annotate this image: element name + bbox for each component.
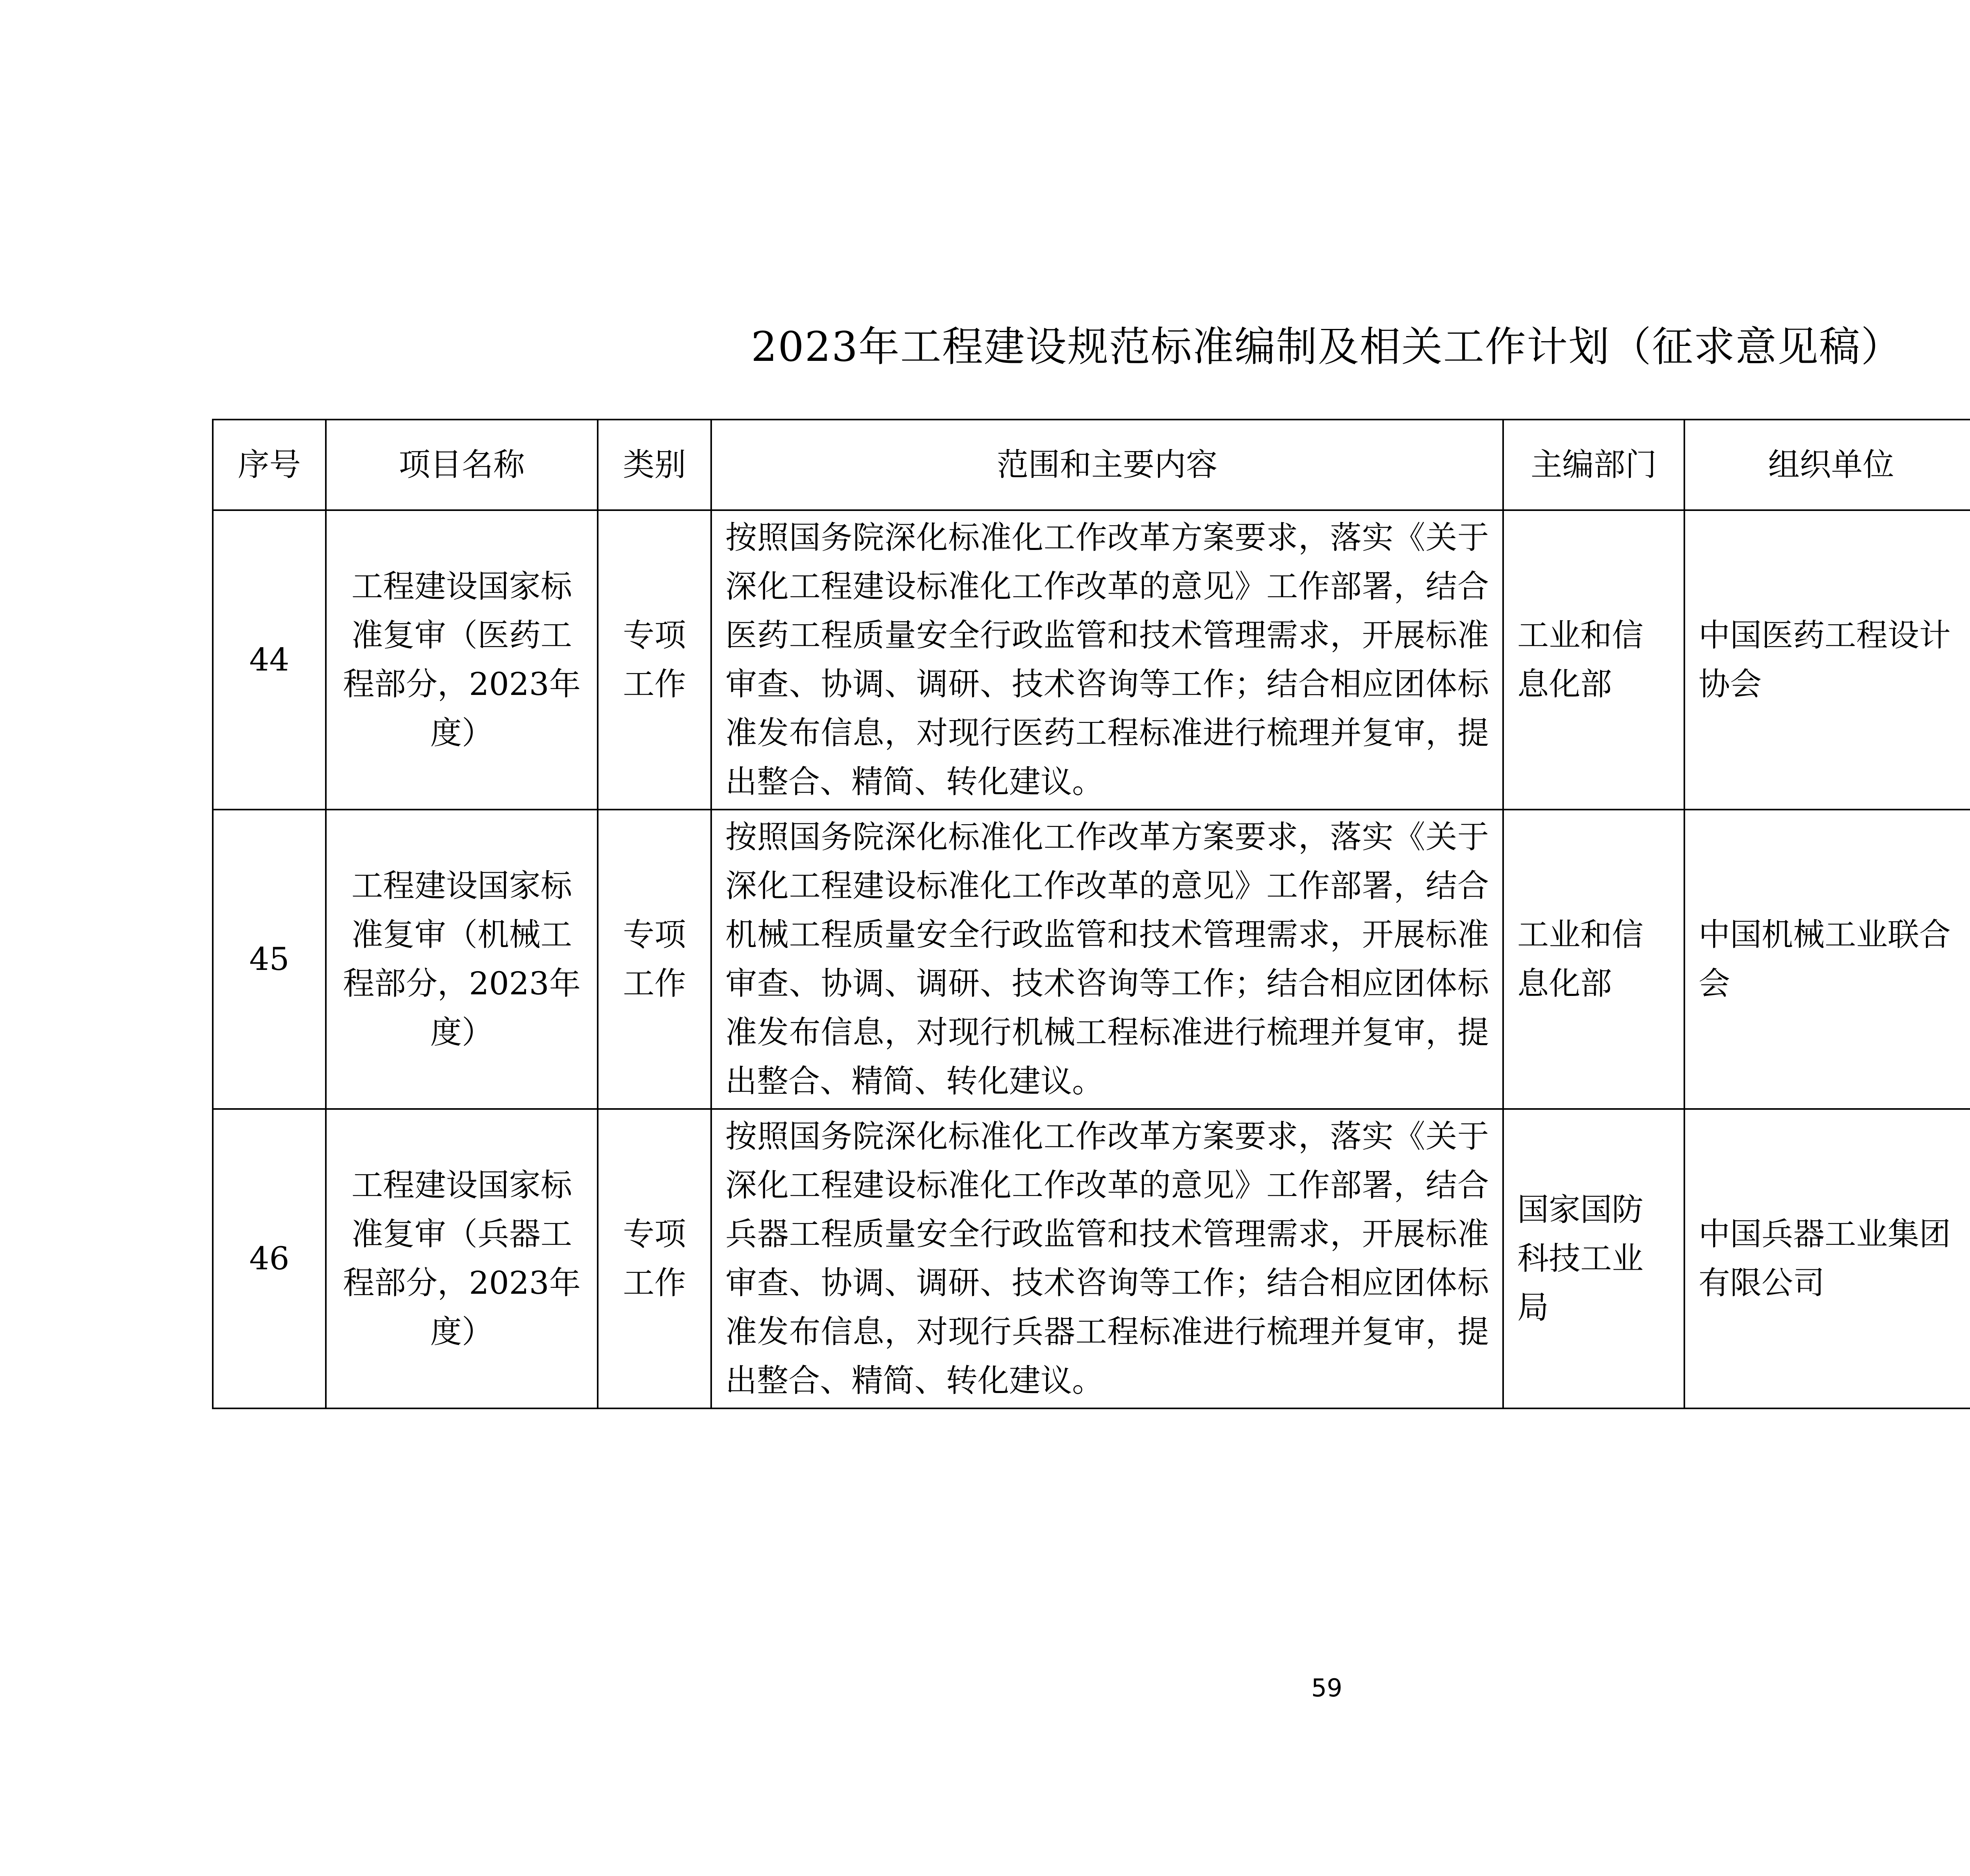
work-plan-table — [212, 419, 1970, 1409]
cell-project-name: 工程建设国家标准复审（医药工程部分，2023年度） — [326, 510, 598, 810]
cell-project-name: 工程建设国家标准复审（机械工程部分，2023年度） — [326, 810, 598, 1109]
cell-scope: 按照国务院深化标准化工作改革方案要求，落实《关于深化工程建设标准化工作改革的意见》工作部署，结合兵器工程质量安全行政监管和技术管理需求，开展标准审查、协调、调研、技术咨询等工作；结合相应团体标准发布信息，对现行兵器工程标准进行梳理并复审，提出整合、精简、转化建议。 — [711, 1109, 1503, 1408]
cell-lead-dept: 国家国防科技工业局 — [1503, 1109, 1684, 1408]
cell-seq: 46 — [213, 1109, 326, 1408]
cell-organizer: 中国兵器工业集团有限公司 — [1684, 1109, 1970, 1408]
header-scope: 范围和主要内容 — [711, 420, 1503, 510]
table-row — [213, 510, 1970, 810]
page-title: 2023年工程建设规范标准编制及相关工作计划（征求意见稿） — [751, 323, 1903, 371]
header-category: 类别 — [598, 420, 711, 510]
cell-category: 专项工作 — [598, 1109, 711, 1408]
page-number: 59 — [1311, 1674, 1342, 1702]
cell-lead-dept: 工业和信息化部 — [1503, 810, 1684, 1109]
cell-organizer: 中国机械工业联合会 — [1684, 810, 1970, 1109]
cell-project-name: 工程建设国家标准复审（兵器工程部分，2023年度） — [326, 1109, 598, 1408]
cell-organizer: 中国医药工程设计协会 — [1684, 510, 1970, 810]
cell-seq: 45 — [213, 810, 326, 1109]
cell-scope: 按照国务院深化标准化工作改革方案要求，落实《关于深化工程建设标准化工作改革的意见》工作部署，结合机械工程质量安全行政监管和技术管理需求，开展标准审查、协调、调研、技术咨询等工作；结合相应团体标准发布信息，对现行机械工程标准进行梳理并复审，提出整合、精简、转化建议。 — [711, 810, 1503, 1109]
header-lead-dept: 主编部门 — [1503, 420, 1684, 510]
table-row — [213, 810, 1970, 1109]
cell-category: 专项工作 — [598, 510, 711, 810]
cell-seq: 44 — [213, 510, 326, 810]
cell-category: 专项工作 — [598, 810, 711, 1109]
cell-lead-dept: 工业和信息化部 — [1503, 510, 1684, 810]
cell-scope: 按照国务院深化标准化工作改革方案要求，落实《关于深化工程建设标准化工作改革的意见》工作部署，结合医药工程质量安全行政监管和技术管理需求，开展标准审查、协调、调研、技术咨询等工作；结合相应团体标准发布信息，对现行医药工程标准进行梳理并复审，提出整合、精简、转化建议。 — [711, 510, 1503, 810]
header-project-name: 项目名称 — [326, 420, 598, 510]
header-seq: 序号 — [213, 420, 326, 510]
table-row — [213, 1109, 1970, 1408]
header-organizer: 组织单位 — [1684, 420, 1970, 510]
table-header-row — [213, 420, 1970, 510]
